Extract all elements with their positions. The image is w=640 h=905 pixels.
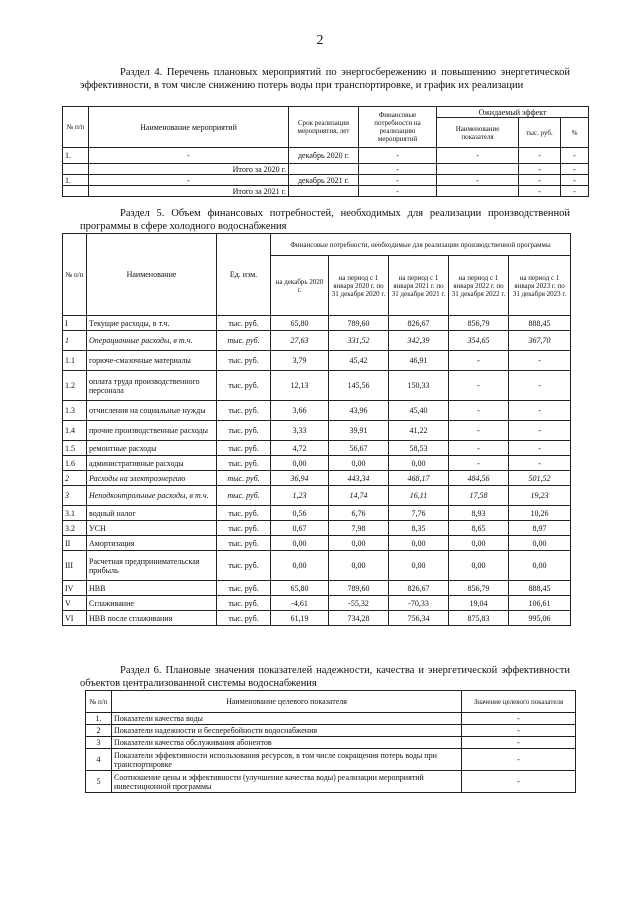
s5-cell: оплата труда производственного персонала — [87, 371, 217, 401]
s6-cell: 1. — [86, 713, 112, 725]
s6-header-name: Наименование целевого показателя — [112, 691, 462, 713]
s4-cell: - — [519, 186, 561, 197]
s5-cell: 8,93 — [449, 506, 509, 521]
section4-table — [62, 106, 589, 197]
s5-cell: 756,34 — [389, 611, 449, 626]
s5-cell: тыс. руб. — [217, 456, 271, 471]
s5-cell: 106,61 — [509, 596, 571, 611]
table-row — [63, 506, 571, 521]
s4-header-effect: Ожидаемый эффект — [437, 107, 589, 118]
s5-cell: Расчетная предпринимательская прибыль — [87, 551, 217, 581]
s5-cell: 58,53 — [389, 441, 449, 456]
s6-cell: - — [462, 749, 576, 771]
s5-cell: - — [449, 401, 509, 421]
s6-cell: - — [462, 737, 576, 749]
s5-cell: 826,67 — [389, 581, 449, 596]
s6-cell: 2 — [86, 725, 112, 737]
s5-cell: 1.1 — [63, 351, 87, 371]
s4-cell: - — [561, 186, 589, 197]
table-row — [63, 164, 589, 175]
s5-header-group: Финансовые потребности, необходимые для реализации производственной программы — [271, 234, 571, 256]
s5-cell: 734,28 — [329, 611, 389, 626]
s5-cell: - — [509, 456, 571, 471]
s5-cell: 45,42 — [329, 351, 389, 371]
s5-cell: 2 — [63, 471, 87, 486]
s5-cell: 443,34 — [329, 471, 389, 486]
s5-cell: - — [509, 401, 571, 421]
s5-cell: 789,60 — [329, 316, 389, 331]
s5-cell: тыс. руб. — [217, 351, 271, 371]
s5-cell: ремонтные расходы — [87, 441, 217, 456]
s5-cell: 61,19 — [271, 611, 329, 626]
s5-cell: 875,83 — [449, 611, 509, 626]
s5-cell: НВВ — [87, 581, 217, 596]
s5-cell: тыс. руб. — [217, 486, 271, 506]
table-row — [86, 725, 576, 737]
s6-cell: Показатели надежности и бесперебойности водоснабжения — [112, 725, 462, 737]
s6-cell: - — [462, 713, 576, 725]
s5-cell: 14,74 — [329, 486, 389, 506]
s5-cell: 468,17 — [389, 471, 449, 486]
s5-cell: 36,94 — [271, 471, 329, 486]
s5-cell: 7,98 — [329, 521, 389, 536]
s5-cell: тыс. руб. — [217, 551, 271, 581]
s5-cell: тыс. руб. — [217, 471, 271, 486]
s5-cell: - — [509, 351, 571, 371]
s5-cell: 16,11 — [389, 486, 449, 506]
s4-header-indicator: Наименование показателя — [437, 118, 519, 148]
s5-cell: IV — [63, 581, 87, 596]
s5-cell: I — [63, 316, 87, 331]
s5-cell: 65,80 — [271, 581, 329, 596]
s5-cell: 19,04 — [449, 596, 509, 611]
s5-cell: 0,00 — [509, 551, 571, 581]
s4-cell: - — [561, 148, 589, 164]
s5-cell: 1.2 — [63, 371, 87, 401]
s4-cell: - — [359, 186, 437, 197]
s5-cell: 0,56 — [271, 506, 329, 521]
s5-cell: 0,00 — [389, 536, 449, 551]
s5-cell: 342,39 — [389, 331, 449, 351]
s5-cell: 12,13 — [271, 371, 329, 401]
s5-cell: прочие производственные расходы — [87, 421, 217, 441]
s5-header-unit: Ед. изм. — [217, 234, 271, 316]
table-row — [63, 581, 571, 596]
s5-cell: Неподконтрольные расходы, в т.ч. — [87, 486, 217, 506]
s4-cell: - — [519, 148, 561, 164]
table-row — [86, 771, 576, 793]
s5-cell: - — [449, 351, 509, 371]
s5-cell: 3,33 — [271, 421, 329, 441]
s5-cell: тыс. руб. — [217, 371, 271, 401]
s5-cell: II — [63, 536, 87, 551]
s5-cell: 3.1 — [63, 506, 87, 521]
table-row — [86, 749, 576, 771]
s5-cell: 354,65 — [449, 331, 509, 351]
s5-cell: 3 — [63, 486, 87, 506]
s4-cell: - — [89, 148, 289, 164]
s5-cell: 0,00 — [389, 456, 449, 471]
s4-cell: - — [561, 175, 589, 186]
s5-cell: административные расходы — [87, 456, 217, 471]
s4-cell: - — [359, 164, 437, 175]
s5-cell: Операционные расходы, в т.ч. — [87, 331, 217, 351]
table-row — [63, 351, 571, 371]
s4-cell: декабрь 2020 г. — [289, 148, 359, 164]
s4-header-rub: тыс. руб. — [519, 118, 561, 148]
s5-cell: тыс. руб. — [217, 581, 271, 596]
s6-cell: Показатели эффективности использования ресурсов, в том числе сокращения потерь воды при транспортировке — [112, 749, 462, 771]
s5-cell: VI — [63, 611, 87, 626]
s5-cell: тыс. руб. — [217, 421, 271, 441]
s4-header-num: № п/п — [63, 107, 89, 148]
s5-cell: 856,79 — [449, 581, 509, 596]
s4-cell: 1. — [63, 148, 89, 164]
s4-cell: - — [561, 164, 589, 175]
s5-cell: 1.5 — [63, 441, 87, 456]
s4-header-pct: % — [561, 118, 589, 148]
s5-cell: 145,56 — [329, 371, 389, 401]
s5-cell: 888,45 — [509, 581, 571, 596]
table-row — [63, 471, 571, 486]
s5-cell: тыс. руб. — [217, 331, 271, 351]
s5-cell: 150,33 — [389, 371, 449, 401]
s5-cell: 856,79 — [449, 316, 509, 331]
s5-cell: - — [449, 371, 509, 401]
s5-cell: -4,61 — [271, 596, 329, 611]
s5-cell: Амортизация — [87, 536, 217, 551]
s4-header-term: Срок реализации мероприятия, лет — [289, 107, 359, 148]
s4-cell — [437, 164, 519, 175]
s5-header-period: на период с 1 января 2020 г. по 31 декабря 2020 г. — [329, 256, 389, 316]
s4-cell: - — [437, 175, 519, 186]
s5-cell: 3,79 — [271, 351, 329, 371]
s5-cell: V — [63, 596, 87, 611]
table-row — [63, 456, 571, 471]
s5-cell: 6,76 — [329, 506, 389, 521]
s5-cell: 0,00 — [271, 456, 329, 471]
s5-cell: - — [509, 421, 571, 441]
s5-cell: 8,65 — [449, 521, 509, 536]
s5-cell: 1,23 — [271, 486, 329, 506]
s5-cell: Текущие расходы, в т.ч. — [87, 316, 217, 331]
s5-cell: 8,35 — [389, 521, 449, 536]
s5-cell: 0,67 — [271, 521, 329, 536]
section5-title: Раздел 5. Объем финансовых потребностей, необходимых для реализации производственной программы в сфере холодного водоснабжения — [80, 208, 570, 232]
s5-cell: 995,06 — [509, 611, 571, 626]
s5-cell: тыс. руб. — [217, 611, 271, 626]
s5-header-period: на декабрь 2020 г. — [271, 256, 329, 316]
s5-header-period: на период с 1 января 2022 г. по 31 декабря 2022 г. — [449, 256, 509, 316]
s5-cell: III — [63, 551, 87, 581]
s6-cell: 4 — [86, 749, 112, 771]
s5-cell: - — [449, 421, 509, 441]
s6-cell: 5 — [86, 771, 112, 793]
s5-cell: 0,00 — [271, 551, 329, 581]
s5-cell: тыс. руб. — [217, 521, 271, 536]
table-row — [63, 521, 571, 536]
s5-cell: - — [509, 371, 571, 401]
s4-header-name: Наименование мероприятий — [89, 107, 289, 148]
section5-table — [62, 233, 571, 626]
s5-cell: 0,00 — [449, 551, 509, 581]
s5-cell: тыс. руб. — [217, 316, 271, 331]
s5-cell: 484,56 — [449, 471, 509, 486]
s5-cell: 17,58 — [449, 486, 509, 506]
table-row — [86, 737, 576, 749]
s5-header-period: на период с 1 января 2023 г. по 31 декабря 2023 г. — [509, 256, 571, 316]
s5-cell: тыс. руб. — [217, 441, 271, 456]
s5-cell: 789,60 — [329, 581, 389, 596]
s5-cell: тыс. руб. — [217, 596, 271, 611]
s5-cell: 0,00 — [271, 536, 329, 551]
s6-cell: Показатели качества воды — [112, 713, 462, 725]
table-row — [63, 421, 571, 441]
s4-cell: - — [359, 148, 437, 164]
s4-cell: - — [519, 175, 561, 186]
s5-header-num: № п/п — [63, 234, 87, 316]
s5-cell: 826,67 — [389, 316, 449, 331]
s6-cell: Соотношение цены и эффективности (улучшение качества воды) реализации мероприятий инвестиционной программы — [112, 771, 462, 793]
table-row — [63, 596, 571, 611]
s5-cell: 0,00 — [389, 551, 449, 581]
table-row — [63, 186, 589, 197]
s5-cell: 0,00 — [329, 456, 389, 471]
s5-cell: Расходы на электроэнергию — [87, 471, 217, 486]
s5-cell: 1.6 — [63, 456, 87, 471]
s6-cell: - — [462, 771, 576, 793]
s6-header-num: № п/п — [86, 691, 112, 713]
table-row — [63, 371, 571, 401]
section4-title: Раздел 4. Перечень плановых мероприятий по энергосбережению и повышению энергетической эффективности, в том числе снижению потерь воды при транспортировке, и график их реализации — [80, 67, 570, 91]
s5-cell: 65,80 — [271, 316, 329, 331]
s5-cell: горюче-смазочные материалы — [87, 351, 217, 371]
s5-cell: 10,26 — [509, 506, 571, 521]
s5-cell: 888,45 — [509, 316, 571, 331]
s5-cell: -55,32 — [329, 596, 389, 611]
section6-title: Раздел 6. Плановые значения показателей надежности, качества и энергетической эффективности объектов централизованной системы водоснабжения — [80, 665, 570, 689]
table-row — [63, 536, 571, 551]
s4-cell — [63, 186, 89, 197]
s5-cell: 56,67 — [329, 441, 389, 456]
s5-cell: 4,72 — [271, 441, 329, 456]
s5-cell: 1 — [63, 331, 87, 351]
s5-cell: - — [449, 441, 509, 456]
s5-cell: тыс. руб. — [217, 506, 271, 521]
s5-cell: 0,00 — [449, 536, 509, 551]
s5-cell: 1.3 — [63, 401, 87, 421]
s6-cell: Показатели качества обслуживания абонентов — [112, 737, 462, 749]
s4-cell: - — [359, 175, 437, 186]
s5-cell: 7,76 — [389, 506, 449, 521]
s5-cell: тыс. руб. — [217, 401, 271, 421]
s5-cell: НВВ после сглаживания — [87, 611, 217, 626]
s6-cell: 3 — [86, 737, 112, 749]
table-row — [86, 713, 576, 725]
s5-cell: тыс. руб. — [217, 536, 271, 551]
table-row — [63, 486, 571, 506]
s5-cell: - — [509, 441, 571, 456]
s4-cell: - — [437, 148, 519, 164]
s6-header-value: Значение целевого показателя — [462, 691, 576, 713]
s5-cell: 41,22 — [389, 421, 449, 441]
table-row — [63, 316, 571, 331]
s4-cell: - — [519, 164, 561, 175]
s5-header-period: на период с 1 января 2021 г. по 31 декабря 2021 г. — [389, 256, 449, 316]
s4-cell — [63, 164, 89, 175]
s5-cell: 367,70 — [509, 331, 571, 351]
s5-header-name: Наименование — [87, 234, 217, 316]
s5-cell: 39,91 — [329, 421, 389, 441]
table-row — [63, 148, 589, 164]
s5-cell: -70,33 — [389, 596, 449, 611]
s5-cell: 0,00 — [329, 551, 389, 581]
section6-table — [85, 690, 576, 793]
s4-cell: - — [89, 175, 289, 186]
s6-cell: - — [462, 725, 576, 737]
s5-cell: 0,00 — [329, 536, 389, 551]
s4-cell: Итого за 2020 г. — [89, 164, 289, 175]
s5-cell: - — [449, 456, 509, 471]
s5-cell: 0,00 — [509, 536, 571, 551]
page-number: 2 — [316, 33, 324, 48]
s4-cell — [437, 186, 519, 197]
table-row — [63, 175, 589, 186]
s4-cell — [289, 164, 359, 175]
table-row — [63, 331, 571, 351]
s4-header-finance: Финансовые потребности на реализацию мероприятий — [359, 107, 437, 148]
table-row — [63, 611, 571, 626]
table-row — [63, 551, 571, 581]
s4-cell: декабрь 2021 г. — [289, 175, 359, 186]
s4-cell: 1. — [63, 175, 89, 186]
s5-cell: 1.4 — [63, 421, 87, 441]
table-row — [63, 441, 571, 456]
s5-cell: 45,40 — [389, 401, 449, 421]
s5-cell: УСН — [87, 521, 217, 536]
s4-cell — [289, 186, 359, 197]
s5-cell: 19,23 — [509, 486, 571, 506]
s5-cell: 501,52 — [509, 471, 571, 486]
s5-cell: 43,96 — [329, 401, 389, 421]
s5-cell: 27,63 — [271, 331, 329, 351]
s5-cell: водный налог — [87, 506, 217, 521]
s5-cell: 46,91 — [389, 351, 449, 371]
s4-cell: Итого за 2021 г. — [89, 186, 289, 197]
s5-cell: 8,97 — [509, 521, 571, 536]
s5-cell: 3,66 — [271, 401, 329, 421]
s5-cell: отчисления на социальные нужды — [87, 401, 217, 421]
s5-cell: Сглаживание — [87, 596, 217, 611]
s5-cell: 3.2 — [63, 521, 87, 536]
table-row — [63, 401, 571, 421]
s5-cell: 331,52 — [329, 331, 389, 351]
